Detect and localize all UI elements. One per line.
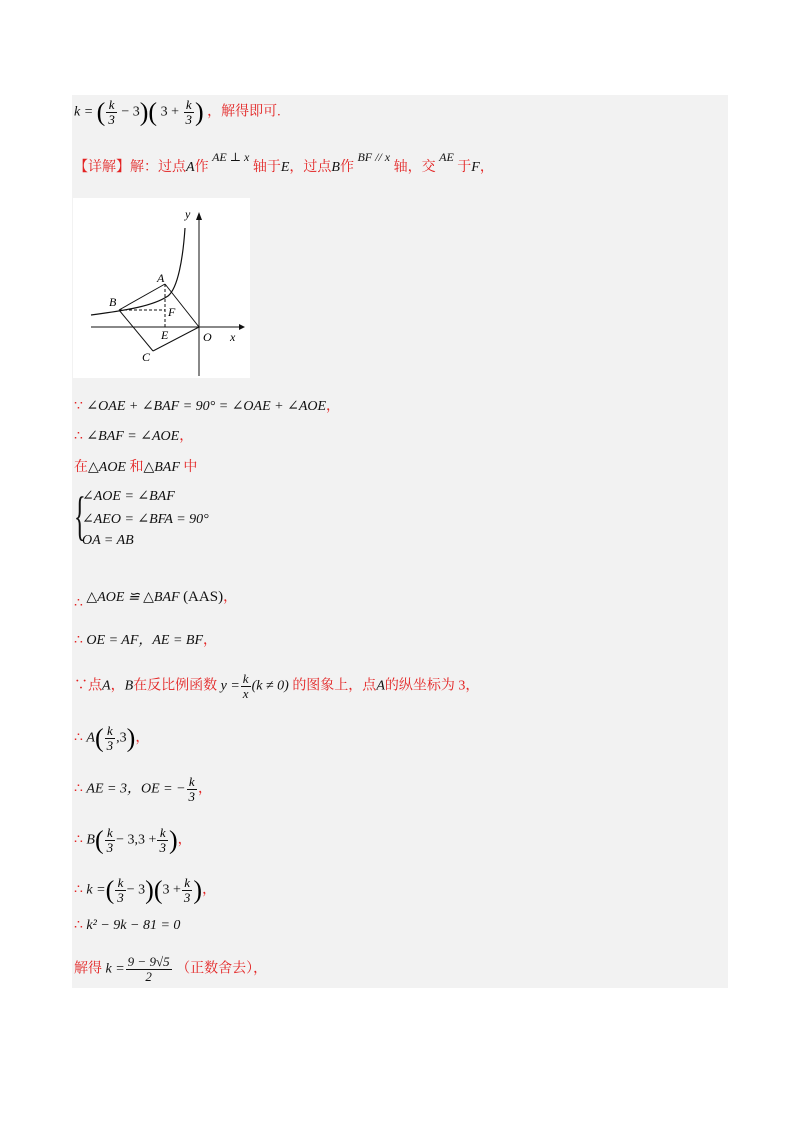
step-line xyxy=(74,428,193,446)
step-expr: OE = AF，AE = BF xyxy=(86,633,204,648)
step-line: ∴ B( $\frac{k}{3}$ − 3,3 + $\frac{k}{3}$ )， xyxy=(74,825,192,855)
frac-num: k xyxy=(184,98,195,113)
coordinate-diagram xyxy=(73,198,250,378)
step-expr: − 3,3 + xyxy=(116,832,157,848)
step-line: ∴ A( $\frac{k}{3}$ ,3)， xyxy=(74,723,150,753)
step-line: ∴ k =( $\frac{k}{3}$ − 3)(3 + $\frac{k}{3}$ )， xyxy=(74,875,217,905)
segment-BC xyxy=(119,310,153,351)
therefore-symbol: ∴ xyxy=(74,429,83,444)
step-text: 在 xyxy=(74,460,88,475)
label-C: C xyxy=(142,350,151,364)
step-line xyxy=(74,955,267,984)
hint-text: ，解得即可. xyxy=(207,104,281,120)
step-text: 的纵坐标为 3， xyxy=(384,678,480,694)
step-expr: △AOE ≌ △BAF xyxy=(86,590,180,605)
detail-text: 于 xyxy=(457,160,472,175)
point-label: A xyxy=(376,678,385,694)
frac-num: k xyxy=(106,98,117,113)
formula-line-1: k = ( $\frac{k}{3}$ − 3)( 3 + $\frac{k}{3}$ ) ，解得即可. xyxy=(74,97,281,127)
step-line xyxy=(74,917,180,935)
step-expr: k = xyxy=(105,961,125,977)
triangle-label: △BAF xyxy=(143,460,180,475)
therefore-symbol: ∴ xyxy=(74,882,83,898)
therefore-symbol: ∴ xyxy=(74,633,83,648)
step-text: 和 xyxy=(129,460,144,475)
step-expr: k² − 9k − 81 = 0 xyxy=(86,918,181,933)
frac-num: k xyxy=(105,724,116,739)
punct: ， xyxy=(135,730,150,746)
frac-den: x xyxy=(242,686,249,701)
point-label: B xyxy=(331,160,340,175)
frac-den: 2 xyxy=(145,969,152,984)
frac-num: 9 − 9√5 xyxy=(127,954,170,969)
frac-num: k xyxy=(182,876,193,891)
step-expr: ∠OAE + ∠BAF = 90° = ∠OAE + ∠AOE xyxy=(86,399,327,414)
frac-den: 3 xyxy=(106,738,114,753)
punct: ， xyxy=(202,882,217,898)
punct: ， xyxy=(198,781,213,797)
point-label: A xyxy=(186,160,195,175)
therefore-symbol: ∴ xyxy=(74,832,83,848)
function-condition: (k ≠ 0) xyxy=(251,678,289,694)
punct: ， xyxy=(177,832,192,848)
step-text: 在反比例函数 xyxy=(133,678,218,694)
detail-line xyxy=(74,150,494,177)
geometry-figure xyxy=(73,198,250,378)
therefore-symbol: ∴ xyxy=(74,781,83,797)
triangle-label: △AOE xyxy=(88,460,126,475)
step-text: （正数舍去）， xyxy=(176,961,268,977)
label-y: y xyxy=(185,207,191,221)
detail-text: 作 xyxy=(194,160,209,175)
frac-den: 3 xyxy=(106,840,114,855)
parallel-relation: BF // x xyxy=(357,150,391,164)
y-axis-arrow xyxy=(196,212,202,220)
formula-text: k = xyxy=(74,104,94,120)
step-text: ∵点 xyxy=(74,678,102,694)
label-O: O xyxy=(203,330,212,344)
step-line xyxy=(74,398,340,416)
point-label: B xyxy=(124,678,134,694)
step-expr: AE = 3，OE = − xyxy=(86,781,186,797)
step-line xyxy=(74,672,479,701)
point-label: B xyxy=(86,832,95,848)
therefore-symbol: ∴ xyxy=(74,730,83,746)
step-expr: ,3 xyxy=(116,730,127,746)
because-symbol: ∵ xyxy=(74,399,83,414)
detail-text: 轴于 xyxy=(252,160,281,175)
step-text: ， xyxy=(110,678,125,694)
frac-num: k xyxy=(115,876,126,891)
punct: ， xyxy=(203,633,218,648)
detail-text: 作 xyxy=(339,160,354,175)
system-eq-1: ∠AOE = ∠BAF xyxy=(82,489,175,504)
frac-num: k xyxy=(105,826,116,841)
step-line xyxy=(74,632,217,650)
punct: ， xyxy=(223,590,238,605)
formula-text: − 3 xyxy=(121,104,140,120)
system-brace: { xyxy=(74,486,86,546)
detail-text: 轴，交 xyxy=(393,160,436,175)
detail-label: 【详解】 xyxy=(74,160,130,175)
punct: ， xyxy=(326,399,341,414)
label-A: A xyxy=(157,271,165,285)
frac-den: 3 xyxy=(188,789,196,804)
frac-den: 3 xyxy=(185,112,192,127)
frac-num: k xyxy=(187,775,198,790)
detail-text: 解：过点 xyxy=(130,160,186,175)
x-axis-arrow xyxy=(239,324,245,330)
step-text: 中 xyxy=(183,460,198,475)
step-line xyxy=(74,775,212,804)
perp-relation: AE ⊥ x xyxy=(212,150,250,164)
function-lhs: y = xyxy=(220,678,240,694)
punct: ， xyxy=(179,429,194,444)
frac-num: k xyxy=(242,671,249,686)
therefore-symbol: ∴ xyxy=(74,596,83,611)
label-E: E xyxy=(161,328,169,342)
label-F: F xyxy=(168,305,176,319)
segment-label: AE xyxy=(439,150,454,164)
system-eq-3: OA = AB xyxy=(82,533,134,548)
frac-den: 3 xyxy=(159,840,166,855)
detail-text: ， xyxy=(479,160,494,175)
hyperbola-curve xyxy=(91,228,185,315)
frac-den: 3 xyxy=(108,112,115,127)
detail-text: ，过点 xyxy=(289,160,332,175)
therefore-symbol: ∴ xyxy=(74,918,83,933)
label-x: x xyxy=(230,330,236,344)
system-eq-2: ∠AEO = ∠BFA = 90° xyxy=(82,512,209,527)
step-expr: − 3 xyxy=(126,882,146,898)
label-B: B xyxy=(109,295,117,309)
segment-CO xyxy=(153,327,199,351)
step-text: 解得 xyxy=(74,961,102,977)
aas-label: (AAS) xyxy=(183,589,224,605)
point-label: A xyxy=(86,730,95,746)
frac-den: 3 xyxy=(183,890,191,905)
step-line xyxy=(74,459,197,477)
step-expr: 3 + xyxy=(162,882,181,898)
point-label: A xyxy=(102,678,111,694)
step-expr: ∠BAF = ∠AOE xyxy=(86,429,180,444)
frac-num: k xyxy=(157,826,168,841)
step-expr: k = xyxy=(86,882,106,898)
point-label: F xyxy=(471,160,480,175)
formula-text: 3 + xyxy=(160,104,179,120)
point-label: E xyxy=(280,160,290,175)
frac-den: 3 xyxy=(117,890,124,905)
step-text: 的图象上，点 xyxy=(292,678,377,694)
step-line xyxy=(74,588,238,611)
